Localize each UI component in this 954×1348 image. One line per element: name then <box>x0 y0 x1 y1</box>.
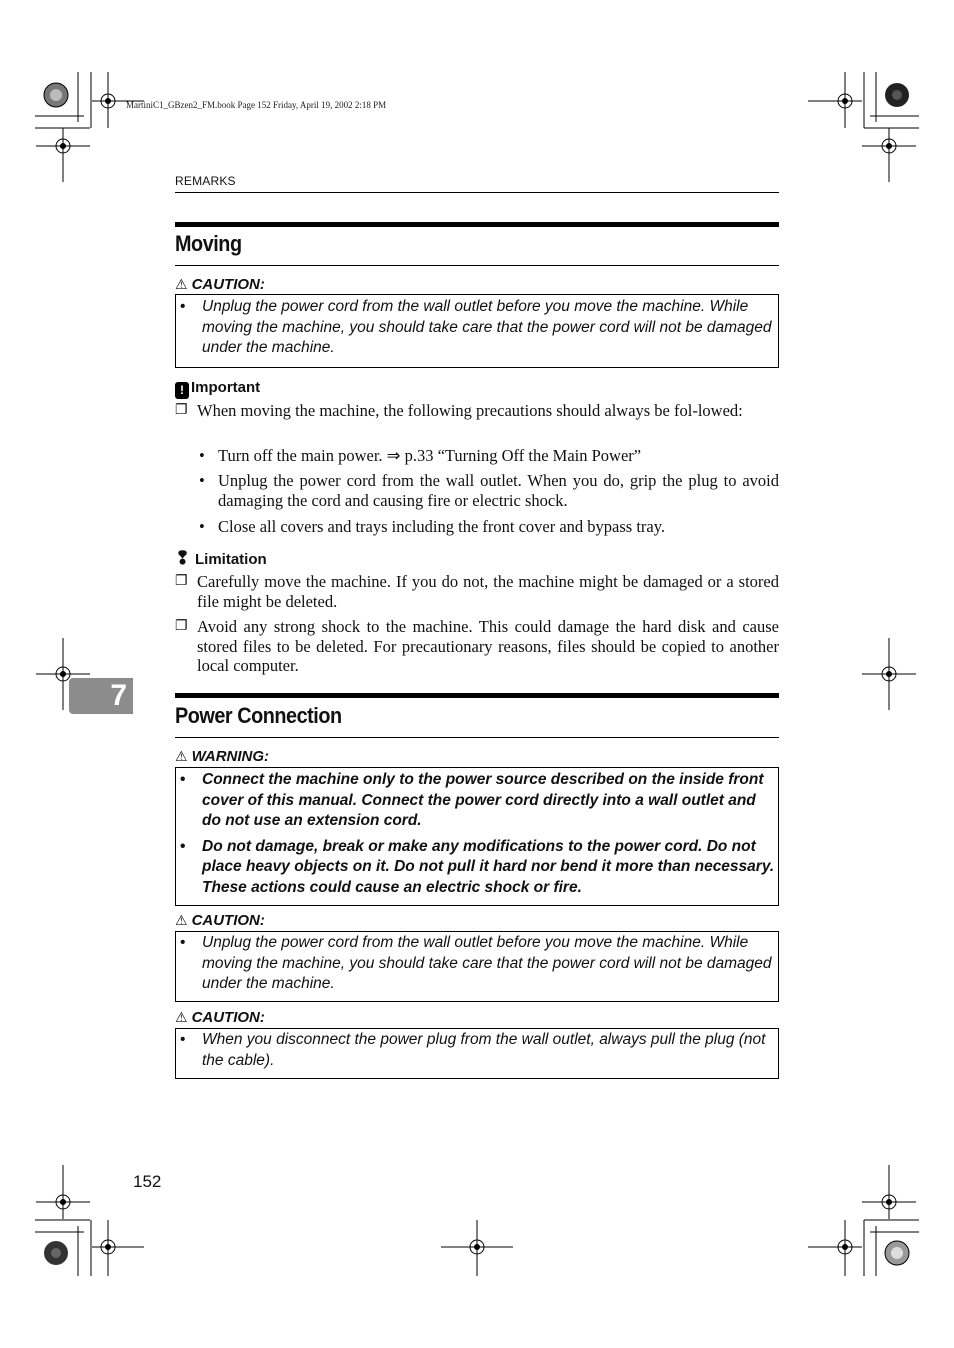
page-number: 152 <box>133 1172 162 1191</box>
warning-triangle-icon: ⚠ <box>175 912 188 928</box>
warning-item: • Connect the machine only to the power source described on the inside front cover of this manual. Connect the power cord directly into a wall outlet and do not use an extension cord. <box>180 771 764 829</box>
section-top-rule <box>175 693 779 698</box>
caution-item: • Unplug the power cord from the wall outlet before you move the machine. While moving the machine, you should take care that the power cord will not be damaged under the machine. <box>180 298 772 356</box>
checkbox-icon: ❐ <box>175 619 188 634</box>
checkbox-icon: ❐ <box>175 574 188 589</box>
caution-item: • Unplug the power cord from the wall outlet before you move the machine. While moving the machine, you should take care that the power cord will not be damaged under the machine. <box>180 934 772 992</box>
caution-label: ⚠ CAUTION: <box>175 1009 265 1026</box>
section-title-power: Power Connection <box>175 703 342 728</box>
checkbox-icon: ❐ <box>175 403 188 418</box>
caution-item: • When you disconnect the power plug from the wall outlet, always pull the plug (not the cable). <box>180 1031 766 1069</box>
section-title-rule <box>175 737 779 738</box>
section-title-moving: Moving <box>175 231 242 256</box>
limitation-heading: ❢ Limitation <box>175 548 267 568</box>
caution-label: ⚠ CAUTION: <box>175 912 265 929</box>
important-item: • Close all covers and trays including the front cover and bypass tray. <box>199 517 666 536</box>
caution-box <box>175 294 779 368</box>
warning-triangle-icon: ⚠ <box>175 1009 188 1025</box>
section-title-rule <box>175 265 779 266</box>
important-intro: ❐ When moving the machine, the following precautions should always be fol-lowed: <box>175 401 743 420</box>
important-item: • Unplug the power cord from the wall outlet. When you do, grip the plug to avoid damaging the cord and causing fire or electric shock. <box>199 471 779 510</box>
warning-item: • Do not damage, break or make any modifications to the power cord. Do not place heavy objects on it. Do not pull it hard nor bend it more than necessary. These actions could cause an electric shock or fire. <box>180 837 775 896</box>
chapter-tab: 7 <box>69 678 133 714</box>
caution-box <box>175 931 779 1002</box>
important-item: • Turn off the main power. ⇒ p.33 “Turning Off the Main Power” <box>199 446 642 465</box>
limitation-icon: ❢ <box>175 548 191 568</box>
warning-triangle-icon: ⚠ <box>175 276 188 292</box>
file-info: MartiniC1_GBzen2_FM.book Page 152 Friday, April 19, 2002 2:18 PM <box>126 100 387 110</box>
warning-triangle-icon: ⚠ <box>175 748 188 764</box>
section-top-rule <box>175 222 779 227</box>
running-head: REMARKS <box>175 174 236 188</box>
caution-box <box>175 1028 779 1079</box>
warning-label: ⚠ WARNING: <box>175 748 270 765</box>
warning-box <box>175 767 779 906</box>
important-heading: ! Important <box>175 379 260 399</box>
limitation-item: ❐ Carefully move the machine. If you do not, the machine might be damaged or a stored file might be deleted. <box>175 572 779 611</box>
limitation-item: ❐ Avoid any strong shock to the machine. This could damage the hard disk and cause stored files to be deleted. For precautionary reasons, files should be copied to another local computer. <box>175 617 779 675</box>
caution-label: ⚠ CAUTION: <box>175 276 265 293</box>
header-rule <box>175 192 779 193</box>
important-icon: ! <box>175 382 189 399</box>
